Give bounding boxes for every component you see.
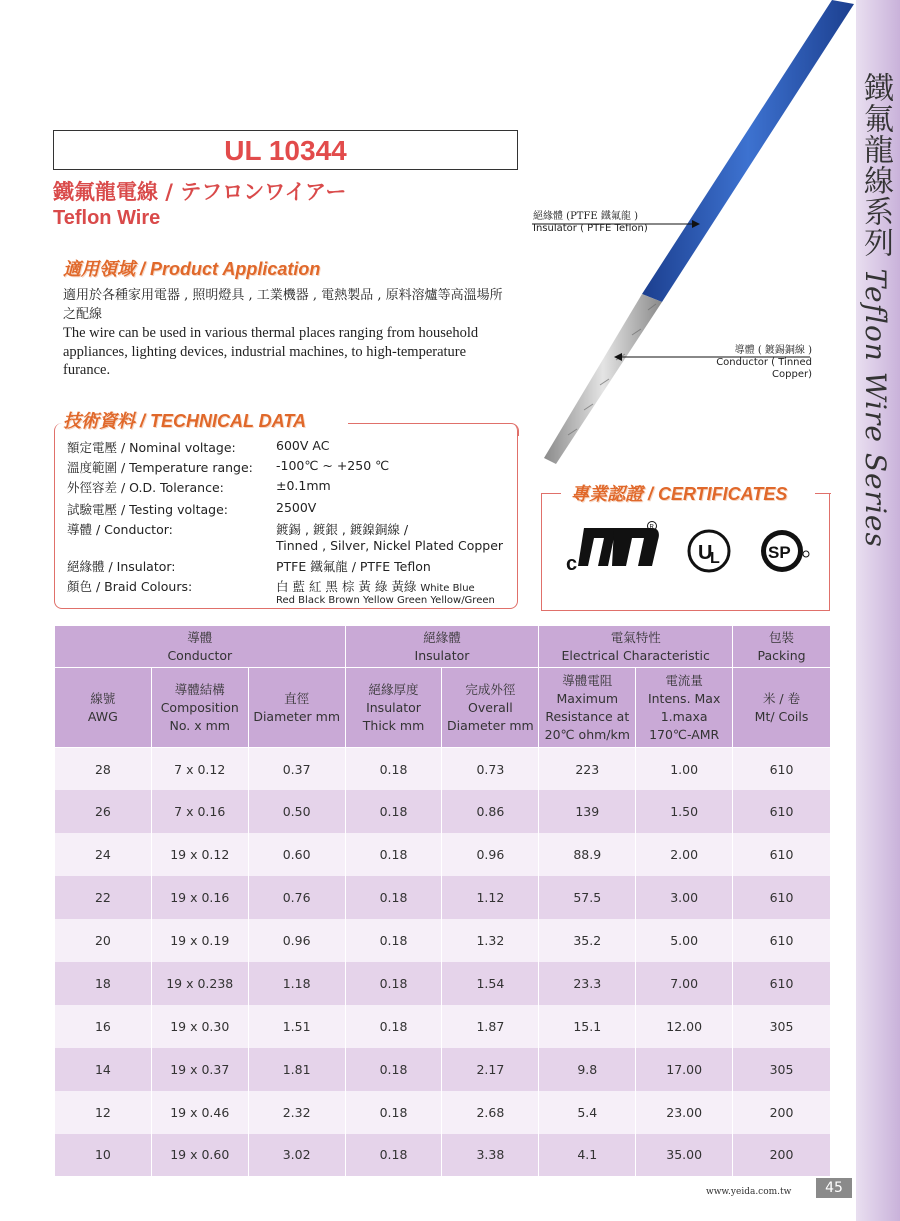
table-row	[55, 1048, 831, 1091]
table-cell: 14	[55, 1048, 152, 1091]
col-awg: 線號 AWG	[55, 668, 152, 748]
table-cell: 0.18	[345, 1005, 442, 1048]
tech-label-testing: 試驗電壓 / Testing voltage:	[67, 502, 228, 517]
series-title-en: Teflon Wire Series	[859, 268, 892, 548]
series-title	[858, 72, 892, 548]
table-cell: 0.18	[345, 919, 442, 962]
series-title-zh: 鐵氟龍線系列	[858, 72, 893, 258]
table-cell: 19 x 0.30	[151, 1005, 248, 1048]
table-cell: 1.51	[248, 1005, 345, 1048]
table-cell: 0.18	[345, 1134, 442, 1177]
table-row	[55, 962, 831, 1005]
table-cell: 0.50	[248, 790, 345, 833]
col-diameter: 直徑 Diameter mm	[248, 668, 345, 748]
table-cell: 23.3	[539, 962, 636, 1005]
svg-text:L: L	[710, 550, 720, 567]
table-cell: 35.00	[636, 1134, 733, 1177]
table-cell: 7.00	[636, 962, 733, 1005]
model-box	[53, 130, 518, 170]
tech-value-colours-zh: 白 藍 紅 黑 棕 黃 綠 黃綠	[276, 579, 417, 594]
table-cell: 0.37	[248, 748, 345, 791]
conductor-callout-zh: 導體 ( 鍍錫銅線 )	[734, 345, 812, 356]
table-cell: 18	[55, 962, 152, 1005]
group-electrical: 電氣特性 Electrical Characteristic	[539, 626, 733, 668]
tech-value-conductor: 鍍錫 , 鍍銀 , 鍍鎳銅線 /	[276, 522, 409, 537]
tech-value-conductor-2: Tinned , Silver, Nickel Plated Copper	[276, 538, 504, 553]
table-cell: 2.68	[442, 1091, 539, 1134]
table-cell: 1.12	[442, 876, 539, 919]
col-resistance: 導體電阻 Maximum Resistance at 20℃ ohm/km	[539, 668, 636, 748]
table-cell: 35.2	[539, 919, 636, 962]
table-cell: 0.76	[248, 876, 345, 919]
svg-text:R: R	[649, 524, 654, 531]
table-cell: 610	[733, 876, 831, 919]
table-cell: 19 x 0.16	[151, 876, 248, 919]
tech-value-temperature: -100℃ ~ +250 ℃	[276, 458, 390, 473]
table-cell: 0.18	[345, 1048, 442, 1091]
table-cell: 88.9	[539, 833, 636, 876]
table-row	[55, 1005, 831, 1048]
table-cell: 1.32	[442, 919, 539, 962]
table-cell: 5.00	[636, 919, 733, 962]
table-cell: 7 x 0.12	[151, 748, 248, 791]
title-zh: 鐵氟龍電線 / テフロンワイアー	[53, 180, 347, 204]
tech-label-conductor: 導體 / Conductor:	[67, 522, 173, 537]
table-cell: 200	[733, 1134, 831, 1177]
table-cell: 1.00	[636, 748, 733, 791]
column-header-row	[55, 668, 831, 748]
footer-url: www.yeida.com.tw	[706, 1187, 792, 1197]
insulator-callout-en: Insulator ( PTFE Teflon)	[533, 223, 648, 234]
table-cell: 7 x 0.16	[151, 790, 248, 833]
table-cell: 610	[733, 919, 831, 962]
col-current: 電流量 Intens. Max 1.maxa 170℃-AMR	[636, 668, 733, 748]
table-cell: 2.00	[636, 833, 733, 876]
table-cell: 4.1	[539, 1134, 636, 1177]
table-row	[55, 790, 831, 833]
table-cell: 0.18	[345, 876, 442, 919]
tech-value-voltage: 600V AC	[276, 438, 330, 453]
application-text	[63, 287, 508, 380]
table-cell: 0.96	[248, 919, 345, 962]
group-insulator: 絕緣體 Insulator	[345, 626, 539, 668]
table-cell: 0.18	[345, 1091, 442, 1134]
group-conductor: 導體 Conductor	[55, 626, 346, 668]
tech-label-voltage: 額定電壓 / Nominal voltage:	[67, 440, 236, 455]
tech-value-colours	[276, 577, 475, 595]
table-cell: 10	[55, 1134, 152, 1177]
table-row	[55, 1134, 831, 1177]
ul-mark-icon	[686, 528, 732, 574]
application-text-en: The wire can be used in various thermal places ranging from household appliances, lighting devices, industrial machines, to high-temperature furance.	[63, 325, 479, 378]
col-overall-diameter: 完成外徑 Overall Diameter mm	[442, 668, 539, 748]
table-cell: 610	[733, 790, 831, 833]
table-cell: 200	[733, 1091, 831, 1134]
table-cell: 305	[733, 1048, 831, 1091]
table-cell: 12.00	[636, 1005, 733, 1048]
table-cell: 0.18	[345, 748, 442, 791]
page-number: 45	[816, 1178, 852, 1198]
table-cell: 0.18	[345, 962, 442, 1005]
table-cell: 19 x 0.46	[151, 1091, 248, 1134]
table-cell: 24	[55, 833, 152, 876]
table-cell: 0.73	[442, 748, 539, 791]
title-en: Teflon Wire	[53, 207, 161, 229]
tech-label-temperature: 溫度範圍 / Temperature range:	[67, 460, 253, 475]
group-header-row	[55, 626, 831, 668]
table-cell: 5.4	[539, 1091, 636, 1134]
table-cell: 610	[733, 748, 831, 791]
table-cell: 1.87	[442, 1005, 539, 1048]
table-cell: 0.18	[345, 833, 442, 876]
tech-value-colours-en: White Blue	[420, 583, 475, 594]
insulator-callout-zh: 絕緣體 (PTFE 鐵氟龍 )	[533, 211, 638, 222]
table-cell: 3.00	[636, 876, 733, 919]
ur-mark-icon	[564, 520, 660, 576]
conductor-callout	[676, 345, 812, 381]
col-packing: 米 / 卷 Mt/ Coils	[733, 668, 831, 748]
table-cell: 28	[55, 748, 152, 791]
svg-text:c: c	[566, 553, 578, 575]
svg-text:U: U	[698, 542, 713, 564]
insulator-callout	[533, 211, 648, 235]
col-insulator-thick: 絕緣厚度 Insulator Thick mm	[345, 668, 442, 748]
table-cell: 0.18	[345, 790, 442, 833]
table-cell: 19 x 0.19	[151, 919, 248, 962]
col-composition: 導體結構 Composition No. x mm	[151, 668, 248, 748]
table-cell: 1.18	[248, 962, 345, 1005]
technical-heading: 技術資料 / TECHNICAL DATA	[63, 407, 314, 433]
table-cell: 17.00	[636, 1048, 733, 1091]
table-cell: 610	[733, 833, 831, 876]
table-cell: 23.00	[636, 1091, 733, 1134]
table-cell: 19 x 0.12	[151, 833, 248, 876]
table-cell: 1.54	[442, 962, 539, 1005]
table-cell: 19 x 0.37	[151, 1048, 248, 1091]
table-row	[55, 919, 831, 962]
spec-table	[54, 625, 831, 1176]
certificates-heading: 專業認證 / CERTIFICATES	[565, 480, 793, 506]
tech-value-insulator: PTFE 鐵氟龍 / PTFE Teflon	[276, 559, 431, 574]
table-row	[55, 748, 831, 791]
table-cell: 2.32	[248, 1091, 345, 1134]
table-row	[55, 833, 831, 876]
table-cell: 9.8	[539, 1048, 636, 1091]
tech-label-tolerance: 外徑容差 / O.D. Tolerance:	[67, 480, 224, 495]
table-cell: 1.81	[248, 1048, 345, 1091]
table-cell: 22	[55, 876, 152, 919]
conductor-callout-en: Conductor ( Tinned Copper)	[716, 357, 812, 380]
table-row	[55, 876, 831, 919]
application-heading: 適用領域 / Product Application	[63, 259, 321, 279]
table-cell: 0.86	[442, 790, 539, 833]
table-cell: 12	[55, 1091, 152, 1134]
tech-label-colours: 顏色 / Braid Colours:	[67, 579, 193, 594]
table-cell: 16	[55, 1005, 152, 1048]
table-cell: 223	[539, 748, 636, 791]
table-cell: 3.02	[248, 1134, 345, 1177]
tech-value-colours-2: Red Black Brown Yellow Green Yellow/Green	[276, 595, 495, 606]
table-cell: 305	[733, 1005, 831, 1048]
table-cell: 610	[733, 962, 831, 1005]
model-number: UL 10344	[224, 135, 347, 166]
table-cell: 19 x 0.60	[151, 1134, 248, 1177]
group-packing: 包裝 Packing	[733, 626, 831, 668]
svg-text:SP: SP	[768, 543, 791, 562]
table-cell: 3.38	[442, 1134, 539, 1177]
table-cell: 139	[539, 790, 636, 833]
table-cell: 2.17	[442, 1048, 539, 1091]
tech-value-tolerance: ±0.1mm	[276, 478, 331, 493]
table-cell: 15.1	[539, 1005, 636, 1048]
tech-label-insulator: 絕緣體 / Insulator:	[67, 559, 176, 574]
spec-table-body	[55, 748, 831, 1177]
table-cell: 0.96	[442, 833, 539, 876]
table-row	[55, 1091, 831, 1134]
wire-image	[520, 0, 860, 480]
table-cell: 0.60	[248, 833, 345, 876]
csa-mark-icon	[758, 526, 812, 576]
table-cell: 26	[55, 790, 152, 833]
table-cell: 1.50	[636, 790, 733, 833]
application-text-zh: 適用於各種家用電器 , 照明燈具 , 工業機器 , 電熱製品 , 原料溶爐等高溫場所之配線	[63, 288, 503, 322]
tech-value-testing: 2500V	[276, 500, 317, 515]
table-cell: 20	[55, 919, 152, 962]
table-cell: 57.5	[539, 876, 636, 919]
table-cell: 19 x 0.238	[151, 962, 248, 1005]
